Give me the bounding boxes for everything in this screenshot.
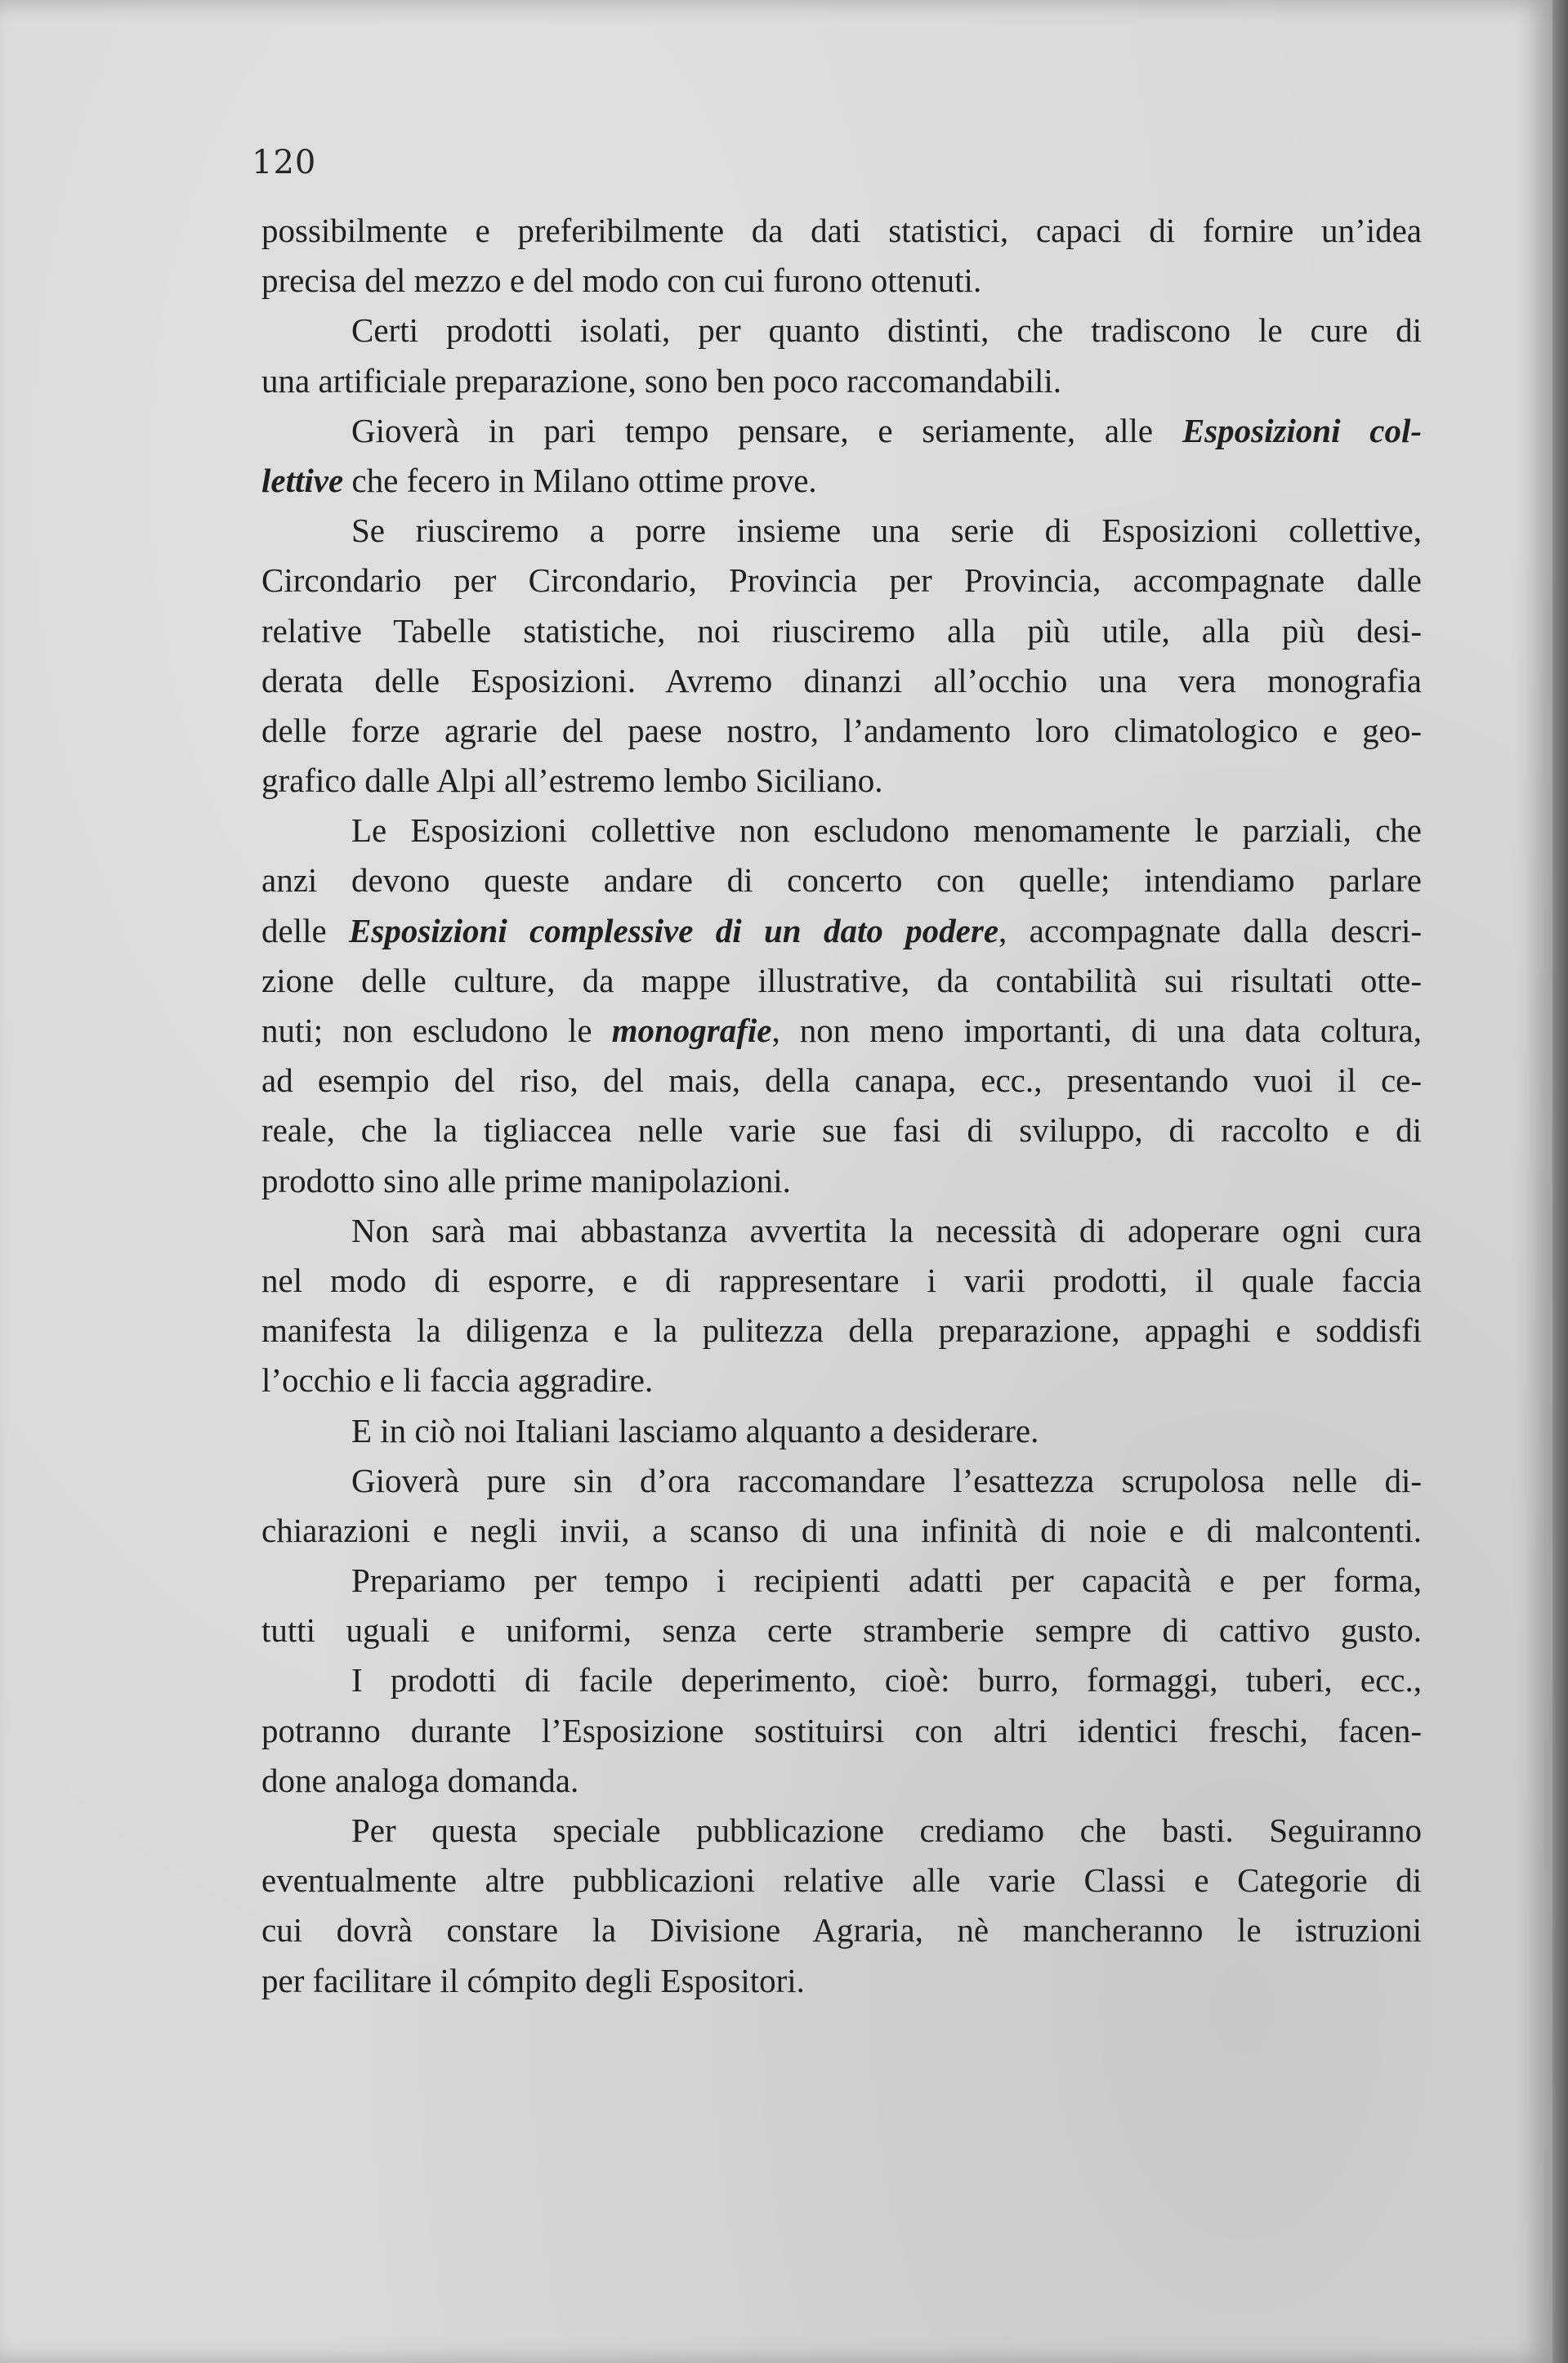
text-run: Circondario per Circondario, Provincia per Provincia, accompagnate dalle (261, 561, 1422, 600)
text-line (261, 1655, 1422, 1705)
text-run: relative Tabelle statistiche, noi riusciremo alla più utile, alla più desi- (261, 611, 1422, 650)
text-line (261, 1156, 1422, 1206)
text-run: Per questa speciale pubblicazione crediamo che basti. Seguiranno (351, 1811, 1422, 1849)
text-run: prodotto sino alle prime manipolazioni. (261, 1161, 791, 1199)
text-line (261, 206, 1422, 256)
text-run: zione delle culture, da mappe illustrative, da contabilità sui risultati otte- (261, 961, 1422, 999)
text-run: delle forze agrarie del paese nostro, l’andamento loro climatologico e geo- (261, 711, 1422, 749)
text-run: una artificiale preparazione, sono ben poco raccomandabili. (261, 361, 1061, 400)
italic-run: Esposizioni col- (1182, 411, 1422, 449)
text-line (261, 1306, 1422, 1356)
text-line (261, 1056, 1422, 1106)
text-run: Le Esposizioni collettive non escludono menomamente le parziali, che (351, 811, 1422, 850)
text-line (261, 1406, 1422, 1456)
text-run: grafico dalle Alpi all’estremo lembo Siciliano. (261, 762, 883, 800)
italic-run: lettive (261, 461, 344, 499)
scan-right-edge (1552, 0, 1568, 2363)
text-run: eventualmente altre pubblicazioni relative alle varie Classi e Categorie di (261, 1861, 1422, 1900)
text-run: , accompagnate dalla descri- (998, 911, 1422, 949)
text-run: potranno durante l’Esposizione sostituirsi con altri identici freschi, facen- (261, 1711, 1422, 1749)
text-line (261, 1206, 1422, 1256)
text-line (261, 1506, 1422, 1556)
text-run: l’occhio e li faccia aggradire. (261, 1361, 654, 1400)
text-run: Gioverà in pari tempo pensare, e seriamente, alle (351, 411, 1182, 449)
text-line (261, 506, 1422, 556)
text-run: chiarazioni e negli invii, a scanso di una infinità di noie e di malcontenti. (261, 1511, 1422, 1549)
text-line (261, 906, 1422, 956)
text-run: , non meno importanti, di una data coltura, (771, 1012, 1422, 1049)
italic-run: Esposizioni complessive di un dato podere (349, 911, 999, 949)
text-line (261, 1756, 1422, 1806)
text-run: manifesta la diligenza e la pulitezza della preparazione, appaghi e soddisfi (261, 1311, 1422, 1350)
text-line (261, 756, 1422, 806)
text-line (261, 556, 1422, 605)
text-line (261, 1556, 1422, 1606)
text-line (261, 306, 1422, 355)
text-line (261, 606, 1422, 656)
body-text (261, 206, 1422, 2006)
text-line (261, 1356, 1422, 1405)
text-run: tutti uguali e uniformi, senza certe stramberie sempre di cattivo gusto. (261, 1611, 1422, 1650)
text-run: Gioverà pure sin d’ora raccomandare l’esattezza scrupolosa nelle di- (351, 1461, 1422, 1499)
text-run: I prodotti di facile deperimento, cioè: burro, formaggi, tuberi, ecc., (351, 1661, 1422, 1700)
text-run: derata delle Esposizioni. Avremo dinanzi all’occhio una vera monografia (261, 661, 1422, 699)
text-line (261, 1006, 1422, 1056)
text-line (261, 456, 1422, 506)
text-line (261, 356, 1422, 406)
text-run: anzi devono queste andare di concerto con quelle; intendiamo parlare (261, 861, 1422, 900)
text-run: Se riusciremo a porre insieme una serie di Esposizioni collettive, (351, 511, 1422, 550)
text-run: per facilitare il cómpito degli Espositori. (261, 1961, 805, 1999)
text-run: nuti; non escludono le (261, 1012, 612, 1049)
text-run: possibilmente e preferibilmente da dati statistici, capaci di fornire un’idea (261, 212, 1422, 249)
text-run: E in ciò noi Italiani lasciamo alquanto a desiderare. (351, 1411, 1039, 1450)
text-line (261, 656, 1422, 706)
text-run: Non sarà mai abbastanza avvertita la necessità di adoperare ogni cura (351, 1211, 1422, 1249)
text-line (261, 256, 1422, 306)
text-line (261, 1905, 1422, 1955)
text-line (261, 1456, 1422, 1506)
text-run: nel modo di esporre, e di rappresentare i varii prodotti, il quale faccia (261, 1261, 1422, 1299)
text-line (261, 1956, 1422, 2006)
text-line (261, 855, 1422, 905)
text-line (261, 706, 1422, 756)
text-line (261, 956, 1422, 1006)
text-run: delle (261, 911, 350, 949)
text-line (261, 1256, 1422, 1306)
text-run: ad esempio del riso, del mais, della canapa, ecc., presentando vuoi il ce- (261, 1061, 1422, 1100)
text-run: Certi prodotti isolati, per quanto distinti, che tradiscono le cure di (351, 311, 1422, 350)
text-line (261, 1106, 1422, 1155)
text-run: reale, che la tigliaccea nelle varie sue fasi di sviluppo, di raccolto e di (261, 1111, 1422, 1150)
text-run: che fecero in Milano ottime prove. (343, 461, 817, 499)
text-run: done analoga domanda. (261, 1761, 579, 1799)
text-line (261, 1856, 1422, 1905)
page-number: 120 (252, 144, 317, 181)
text-line (261, 1706, 1422, 1756)
italic-run: monografie (611, 1012, 772, 1049)
text-line (261, 406, 1422, 456)
text-line (261, 806, 1422, 855)
text-line (261, 1806, 1422, 1856)
text-run: precisa del mezzo e del modo con cui furono ottenuti. (261, 261, 982, 300)
text-run: Prepariamo per tempo i recipienti adatti per capacità e per forma, (351, 1561, 1422, 1600)
text-run: cui dovrà constare la Divisione Agraria, nè mancheranno le istruzioni (261, 1911, 1422, 1950)
text-line (261, 1606, 1422, 1655)
